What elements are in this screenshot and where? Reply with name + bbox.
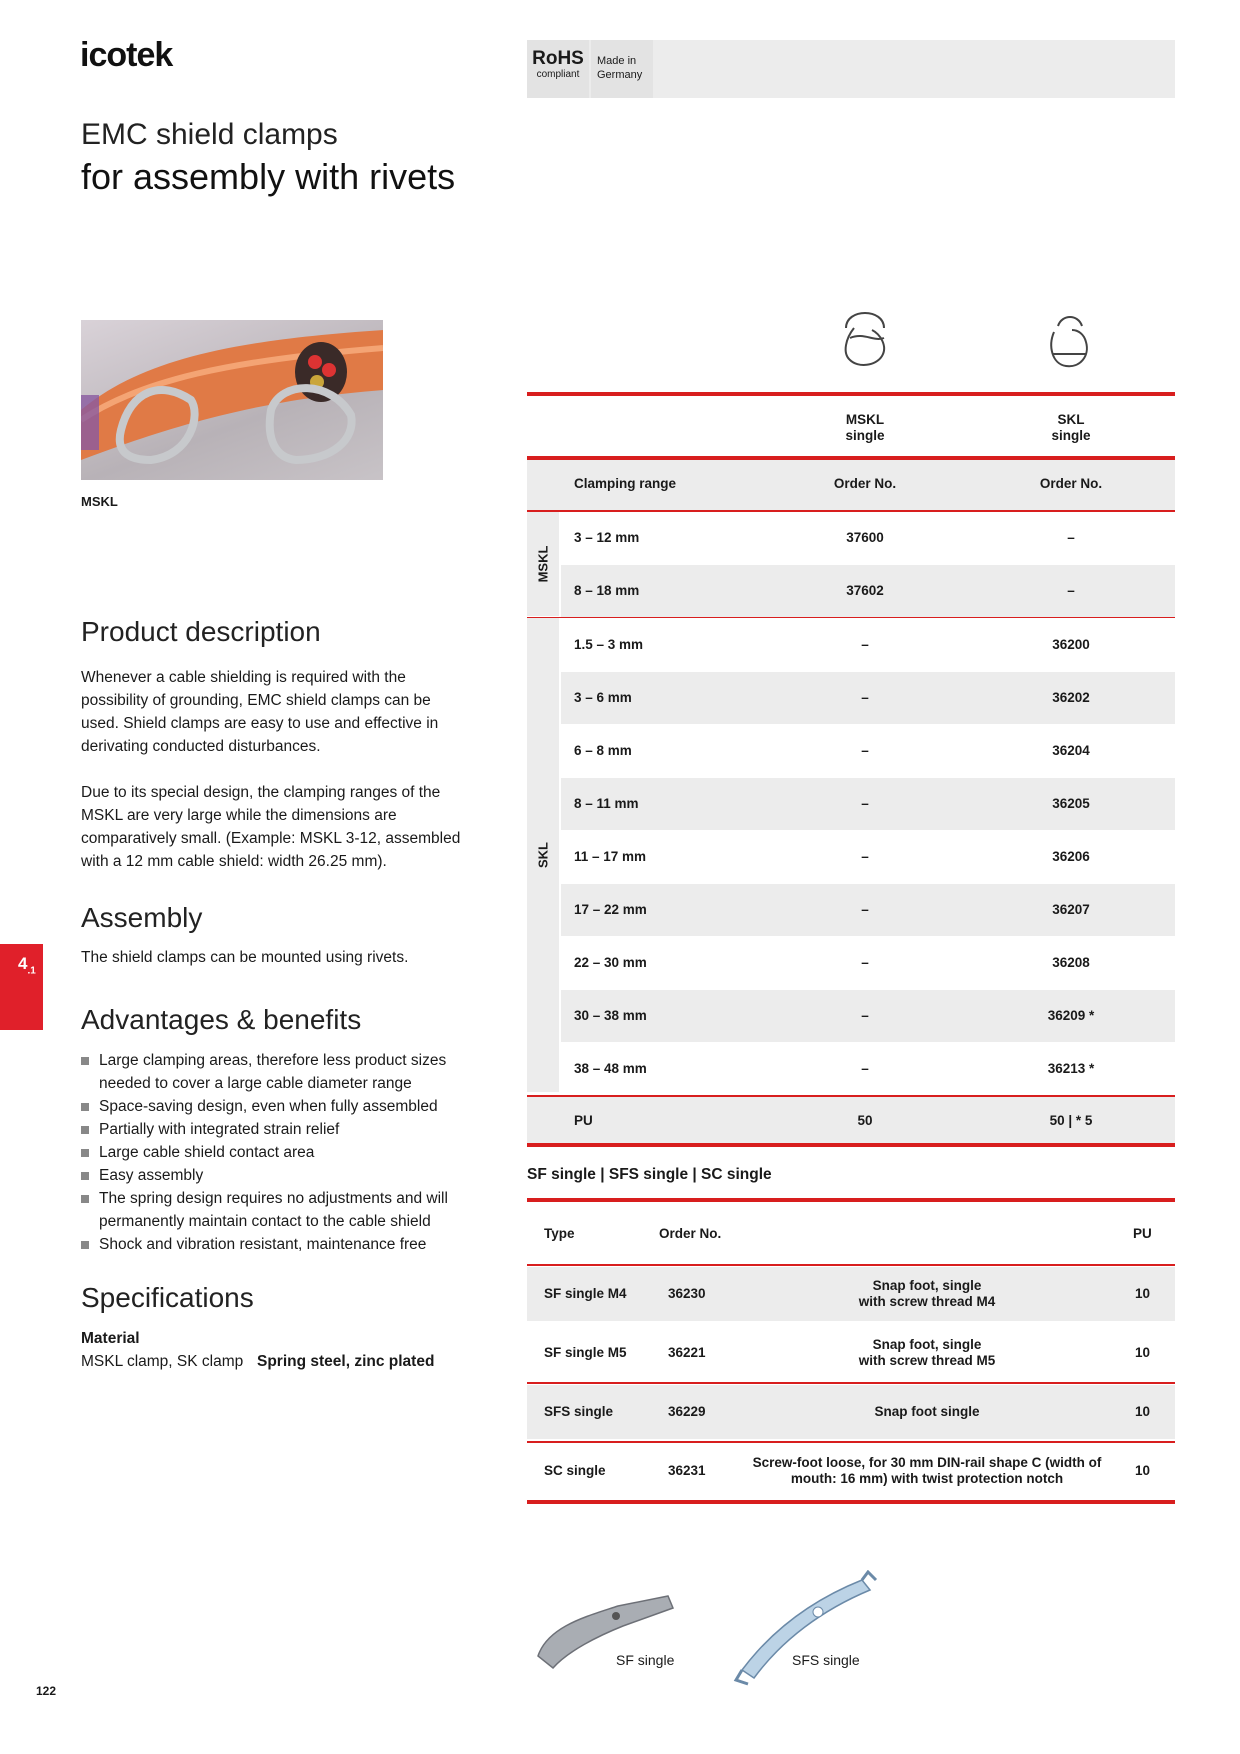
cell-skl: 36202 bbox=[1052, 690, 1090, 705]
cell-mskl: 37600 bbox=[846, 530, 884, 545]
table1-bottom-rule bbox=[527, 1143, 1175, 1147]
cell-range: 30 – 38 mm bbox=[574, 1008, 647, 1023]
cell-pu: 10 bbox=[1135, 1463, 1151, 1478]
header-clamping-range: Clamping range bbox=[574, 476, 677, 491]
table-row bbox=[561, 990, 1175, 1042]
list-item: The spring design requires no adjustments and will permanently maintain contact to the cable shield bbox=[81, 1187, 471, 1233]
cell-mskl: – bbox=[861, 955, 869, 970]
description-paragraph-1: Whenever a cable shielding is required with the possibility of grounding, EMC shield clamps can be used. Shield clamps are easy to use and effective in derivating conducted disturbances. bbox=[81, 669, 439, 755]
table2-row-rule bbox=[527, 1441, 1175, 1443]
cell-range: 22 – 30 mm bbox=[574, 955, 647, 970]
made-in-line1: Made in bbox=[597, 55, 637, 67]
header-type: Type bbox=[544, 1226, 575, 1241]
cell-skl: 36208 bbox=[1052, 955, 1090, 970]
advantages-heading: Advantages & benefits bbox=[81, 1004, 362, 1035]
table-row bbox=[561, 725, 1175, 777]
cell-description-line1: Snap foot single bbox=[874, 1404, 980, 1419]
list-item: Large clamping areas, therefore less product sizes needed to cover a large cable diameter range bbox=[81, 1049, 471, 1095]
material-value: Spring steel, zinc plated bbox=[257, 1353, 435, 1370]
cell-description-line2: with screw thread M4 bbox=[858, 1294, 996, 1309]
cell-pu: 10 bbox=[1135, 1345, 1151, 1360]
cell-range: 11 – 17 mm bbox=[574, 849, 647, 864]
table-row bbox=[527, 1326, 1175, 1380]
cell-type: SFS single bbox=[544, 1404, 614, 1419]
header-order-no: Order No. bbox=[659, 1226, 722, 1241]
column-skl-label: SKL bbox=[1057, 412, 1085, 427]
column-mskl-sublabel: single bbox=[845, 428, 885, 443]
cell-order: 36230 bbox=[668, 1286, 706, 1301]
assembly-heading: Assembly bbox=[81, 902, 203, 933]
icotek-logo: icotek bbox=[80, 36, 173, 74]
sf-single-caption: SF single bbox=[616, 1652, 675, 1668]
material-label: Material bbox=[81, 1330, 140, 1347]
cell-order: 36229 bbox=[668, 1404, 706, 1419]
cell-range: 3 – 12 mm bbox=[574, 530, 640, 545]
specifications-heading: Specifications bbox=[81, 1282, 254, 1313]
cell-skl: 36209 * bbox=[1047, 1008, 1095, 1023]
cell-skl: 36206 bbox=[1052, 849, 1090, 864]
table1-column-header bbox=[561, 400, 1175, 455]
table-row bbox=[527, 1267, 1175, 1321]
table-row bbox=[561, 512, 1175, 564]
group-divider bbox=[527, 617, 1175, 618]
table-row bbox=[527, 1444, 1175, 1498]
header-pu: PU bbox=[1133, 1226, 1152, 1241]
column-skl-sublabel: single bbox=[1051, 428, 1091, 443]
cell-description-line2: with screw thread M5 bbox=[858, 1353, 996, 1368]
table-row bbox=[561, 884, 1175, 936]
cell-range: 3 – 6 mm bbox=[574, 690, 632, 705]
cell-range: 8 – 18 mm bbox=[574, 583, 640, 598]
table1-pu-row bbox=[561, 1097, 1175, 1145]
list-item: Easy assembly bbox=[81, 1164, 471, 1187]
cell-order: 36221 bbox=[668, 1345, 706, 1360]
table-row bbox=[561, 778, 1175, 830]
pu-label: PU bbox=[574, 1113, 593, 1128]
cell-description-line1: Snap foot, single bbox=[872, 1278, 982, 1293]
assembly-text: The shield clamps can be mounted using rivets. bbox=[81, 949, 409, 966]
cell-range: 6 – 8 mm bbox=[574, 743, 632, 758]
pu-skl: 50 | * 5 bbox=[1049, 1113, 1093, 1128]
list-item: Shock and vibration resistant, maintenance free bbox=[81, 1233, 471, 1256]
table-row bbox=[561, 937, 1175, 989]
description-heading: Product description bbox=[81, 616, 321, 647]
table2-title: SF single | SFS single | SC single bbox=[527, 1166, 772, 1183]
cell-type: SF single M4 bbox=[544, 1286, 627, 1301]
page-title-line2: for assembly with rivets bbox=[81, 156, 456, 197]
cell-skl: 36204 bbox=[1052, 743, 1090, 758]
group-label-skl: SKL bbox=[527, 618, 559, 1092]
table-row bbox=[561, 1043, 1175, 1095]
cell-pu: 10 bbox=[1135, 1404, 1151, 1419]
table2-header-rule bbox=[527, 1264, 1175, 1266]
list-item: Partially with integrated strain relief bbox=[81, 1118, 471, 1141]
photo-caption: MSKL bbox=[81, 494, 118, 509]
cell-skl: – bbox=[1067, 530, 1075, 545]
made-in-line2: Germany bbox=[597, 69, 643, 81]
cell-type: SC single bbox=[544, 1463, 606, 1478]
list-item: Large cable shield contact area bbox=[81, 1141, 471, 1164]
cell-skl: 36207 bbox=[1052, 902, 1090, 917]
cell-type: SF single M5 bbox=[544, 1345, 627, 1360]
cell-description-line2: mouth: 16 mm) with twist protection notch bbox=[790, 1471, 1064, 1486]
mskl-clamp-icon bbox=[836, 298, 894, 375]
table-row bbox=[527, 1385, 1175, 1439]
table-row bbox=[561, 831, 1175, 883]
header-order-no-mskl: Order No. bbox=[833, 476, 897, 491]
table2-header-row bbox=[527, 1206, 1175, 1260]
column-mskl-label: MSKL bbox=[845, 412, 885, 427]
table1-subheader-row bbox=[561, 460, 1175, 510]
table-row bbox=[561, 565, 1175, 617]
cell-skl: 36205 bbox=[1052, 796, 1090, 811]
skl-clamp-icon bbox=[1044, 312, 1094, 379]
cell-mskl: – bbox=[861, 902, 869, 917]
table2-top-rule bbox=[527, 1198, 1175, 1202]
cell-mskl: – bbox=[861, 690, 869, 705]
description-paragraph-2: Due to its special design, the clamping ranges of the MSKL are very large while the dimensions are comparatively small. (Example: MSKL 3-12, assembled with a 12 mm cable shield: width 26.25 mm). bbox=[81, 784, 461, 870]
rohs-badge bbox=[527, 40, 589, 98]
cell-mskl: – bbox=[861, 849, 869, 864]
cell-skl: – bbox=[1067, 583, 1075, 598]
made-in-germany-badge bbox=[591, 40, 653, 98]
cell-description-line1: Screw-foot loose, for 30 mm DIN-rail shape C (width of bbox=[752, 1455, 1102, 1470]
chapter-tab: $4_{.1}$ bbox=[0, 944, 43, 1030]
cell-mskl: – bbox=[861, 1061, 869, 1076]
page-title-line1: EMC shield clamps bbox=[81, 118, 338, 151]
table2-row-rule bbox=[527, 1382, 1175, 1384]
sfs-single-caption: SFS single bbox=[792, 1652, 860, 1668]
cell-description-line1: Snap foot, single bbox=[872, 1337, 982, 1352]
table1-top-rule bbox=[527, 392, 1175, 396]
cell-range: 1.5 – 3 mm bbox=[574, 637, 644, 652]
header-order-no-skl: Order No. bbox=[1039, 476, 1103, 491]
cell-range: 8 – 11 mm bbox=[574, 796, 639, 811]
cell-mskl: – bbox=[861, 1008, 869, 1023]
table-row bbox=[561, 672, 1175, 724]
table2-bottom-rule bbox=[527, 1500, 1175, 1504]
table-row bbox=[561, 619, 1175, 671]
sfs-single-image bbox=[732, 1570, 882, 1695]
material-item: MSKL clamp, SK clamp bbox=[81, 1353, 244, 1370]
page-number: 122 bbox=[36, 1684, 57, 1698]
pu-mskl: 50 bbox=[857, 1113, 873, 1128]
cell-skl: 36200 bbox=[1052, 637, 1090, 652]
cell-mskl: – bbox=[861, 796, 869, 811]
rohs-label: RoHS bbox=[532, 48, 584, 69]
advantages-list bbox=[81, 1049, 471, 1256]
cell-order: 36231 bbox=[668, 1463, 706, 1478]
cell-skl: 36213 * bbox=[1047, 1061, 1095, 1076]
cell-range: 17 – 22 mm bbox=[574, 902, 647, 917]
product-photo bbox=[81, 320, 383, 480]
cell-mskl: – bbox=[861, 637, 869, 652]
cell-mskl: – bbox=[861, 743, 869, 758]
rohs-compliant-label: compliant bbox=[536, 69, 580, 80]
cell-range: 38 – 48 mm bbox=[574, 1061, 647, 1076]
cell-mskl: 37602 bbox=[846, 583, 884, 598]
list-item: Space-saving design, even when fully assembled bbox=[81, 1095, 471, 1118]
group-label-mskl: MSKL bbox=[527, 512, 559, 616]
cell-pu: 10 bbox=[1135, 1286, 1151, 1301]
